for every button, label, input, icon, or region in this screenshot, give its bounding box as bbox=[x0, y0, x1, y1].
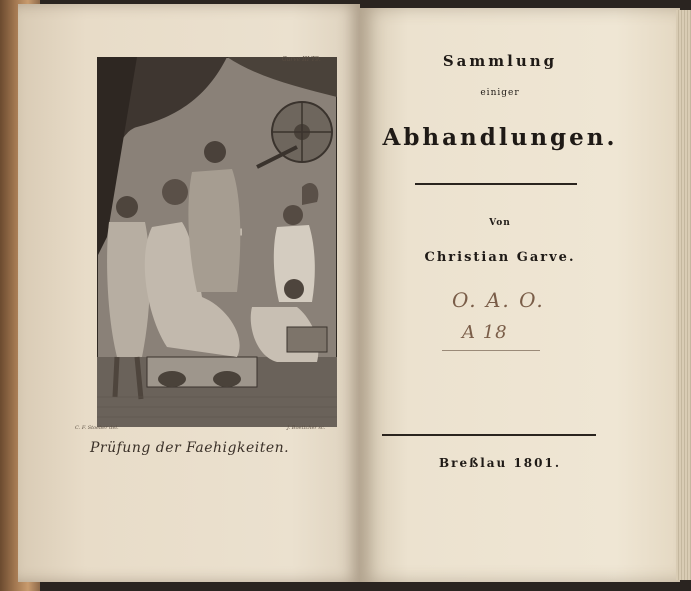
title-line-1: Sammlung bbox=[442, 52, 558, 70]
engraving-plate bbox=[97, 57, 337, 427]
title-line-2: einiger bbox=[480, 88, 520, 98]
plate-reference: Garve III T9. bbox=[282, 56, 321, 63]
plate-caption: Prüfung der Faehigkeiten. bbox=[90, 440, 290, 456]
pencil-mark-line-1: O. A. O. bbox=[452, 288, 545, 312]
page-edges bbox=[676, 10, 691, 580]
artist-credit-right: J. Boettcher sc. bbox=[287, 425, 326, 431]
imprint-rule bbox=[382, 434, 596, 436]
by-line: Von bbox=[489, 218, 511, 228]
title-line-3: Abhandlungen. bbox=[382, 124, 618, 151]
artist-credit-left: C. F. Stoeber del. bbox=[75, 425, 119, 431]
imprint: Breßlau 1801. bbox=[438, 456, 562, 470]
pencil-underline bbox=[442, 350, 540, 351]
pencil-mark-line-2: A 18 bbox=[462, 322, 508, 343]
author-name: Christian Garve. bbox=[424, 250, 576, 265]
title-rule bbox=[415, 183, 577, 185]
engraving-illustration bbox=[97, 57, 337, 427]
